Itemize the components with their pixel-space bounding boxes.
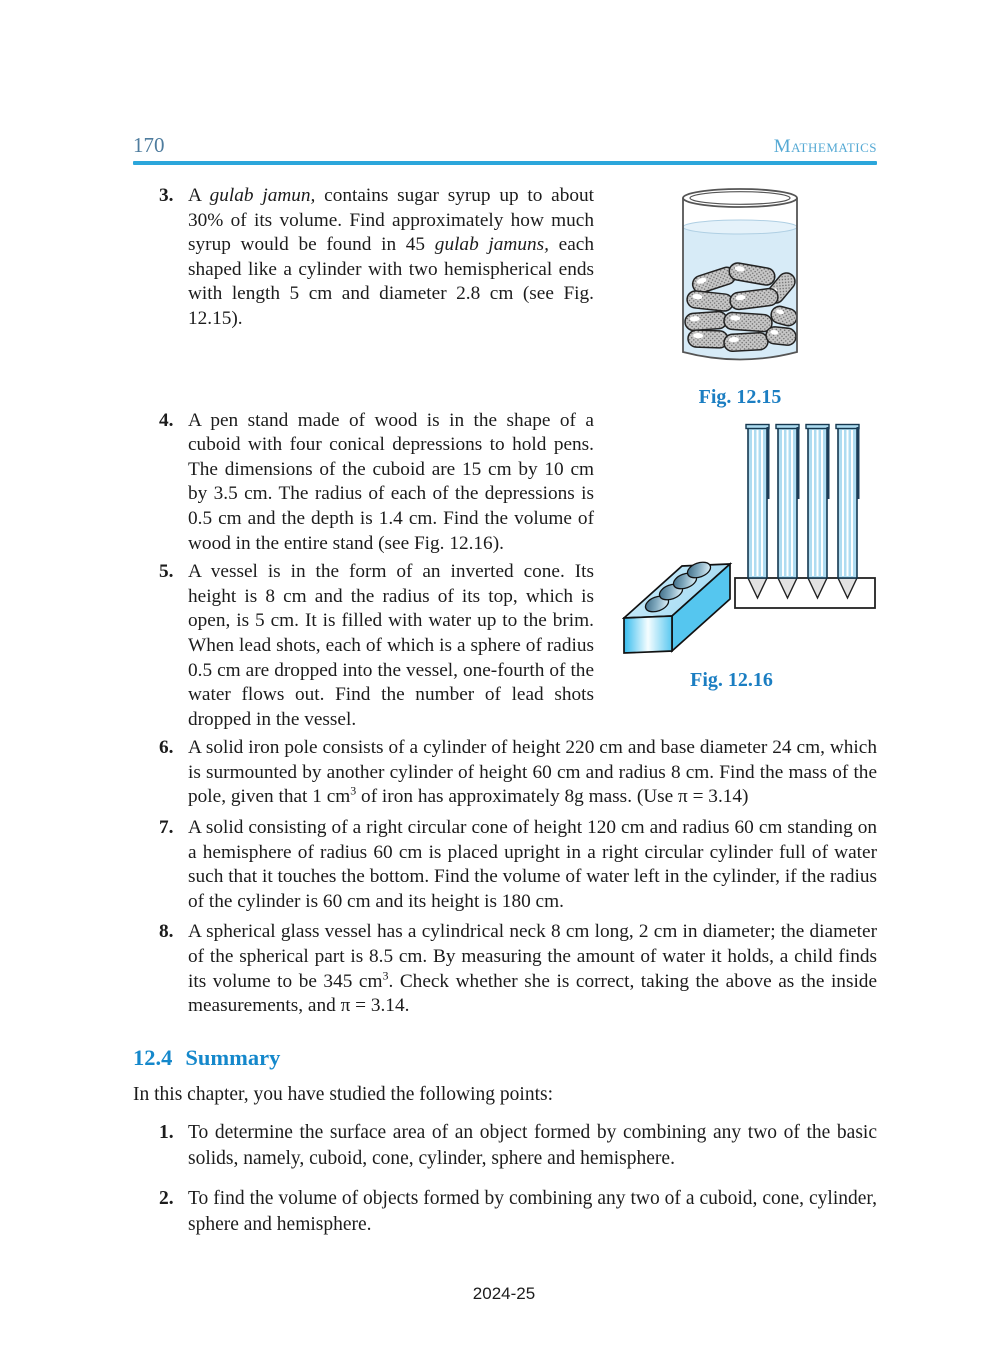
summary-point-number: 2. xyxy=(159,1187,174,1209)
section-number: 12.4 xyxy=(133,1044,173,1070)
problem-text-segment: contains sugar syrup up to about 30% of its volume. Find approximately how much syrup would be found in 45 xyxy=(188,185,594,256)
header-rule xyxy=(133,161,877,165)
problem-text: A pen stand made of wood is in the shape of a cuboid with four conical depressions to hold pens. The dimensions of the cuboid are 15 cm by 10 cm by 3.5 cm. The radius of each of the depressions is 0.5 cm and the depth is 1.4 cm. Find the volume of wood in the entire stand (see Fig. 12.16). xyxy=(188,409,594,554)
page-number: 170 xyxy=(133,133,165,157)
problem-text-segment: . Check whether she is correct, taking the above as the inside measurements, and π = 3.14. xyxy=(188,970,878,1017)
page-content xyxy=(133,184,877,1239)
summary-point-2 xyxy=(133,1186,877,1239)
problem-number: 6. xyxy=(159,737,174,759)
problem-text-segment: A solid iron pole consists of a cylinder of height 220 cm and base diameter 24 cm, which is surmounted by another cylinder of height 60 cm and radius 8 cm. Find the mass of the pole, given that 1 cm xyxy=(188,737,877,808)
problem-text-superscript: 3 xyxy=(350,784,357,799)
problem-text xyxy=(188,920,877,1018)
summary-point-text: To find the volume of objects formed by combining any two of a cuboid, cone, cylinder, sphere and hemisphere. xyxy=(188,1187,877,1236)
problem-number: 7. xyxy=(159,817,174,839)
problem-text-segment: each shaped like a cylinder with two hemispherical ends with length 5 cm and diameter 2.8 cm (see Fig. 12.15). xyxy=(188,234,594,329)
summary-point-number: 1. xyxy=(159,1121,174,1143)
summary-point-text: To determine the surface area of an object formed by combining any two of the basic solids, namely, cuboid, cone, cylinder, sphere and hemisphere. xyxy=(188,1121,877,1170)
footer-session-year: 2024-25 xyxy=(472,1284,536,1303)
problem-text-segment: A spherical glass vessel has a cylindrical neck 8 cm long, 2 cm in diameter; the diameter of the spherical part is 8.5 cm. By measuring the amount of water it holds, a child finds its volume to be 345 cm xyxy=(188,921,877,992)
problem-text-italic: gulab jamuns, xyxy=(434,234,549,256)
pen-icon xyxy=(836,425,860,599)
section-title: Summary xyxy=(185,1044,281,1070)
problem-7 xyxy=(133,816,877,914)
problem-number: 4. xyxy=(159,409,174,431)
exercise-problems xyxy=(133,184,877,1019)
cuboid-pen-stand xyxy=(624,559,730,653)
problem-text-italic: gulab jamun, xyxy=(209,185,316,206)
pens xyxy=(746,425,860,599)
problem-text-superscript: 3 xyxy=(382,968,389,983)
problem-6 xyxy=(133,736,877,810)
section-heading xyxy=(133,1045,877,1071)
summary-intro: In this chapter, you have studied the following points: xyxy=(133,1083,554,1105)
figure-12-16 xyxy=(622,420,877,692)
problem-number: 8. xyxy=(159,921,174,943)
problem-text xyxy=(188,736,877,810)
figure-12-15-caption: Fig. 12.15 xyxy=(698,386,782,408)
problem-text-segment: A xyxy=(188,185,210,206)
problem-number: 3. xyxy=(159,185,174,206)
pen-icon xyxy=(746,425,770,599)
pen-icon xyxy=(806,425,830,599)
gulab-jamun-capsules xyxy=(684,262,798,352)
problem-text: A solid consisting of a right circular cone of height 120 cm and radius 60 cm standing on a hemisphere of radius 60 cm is placed upright in a right circular cylinder full of water such that it touches the bottom. Find the volume of water left in the cylinder, if the radius of the cylinder is 60 cm and its height is 180 cm. xyxy=(188,817,877,912)
pen-icon xyxy=(776,425,800,599)
summary-point-1 xyxy=(133,1120,877,1173)
figure-12-16-caption: Fig. 12.16 xyxy=(690,669,773,691)
problem-text xyxy=(188,184,594,332)
problem-8 xyxy=(133,920,877,1018)
problem-text: A vessel is in the form of an inverted cone. Its height is 8 cm and the radius of its top, which is open, is 5 cm. It is filled with water up to the brim. When lead shots, each of which is a sphere of radius 0.5 cm are dropped into the vessel, one-fourth of the water flows out. Find the number of lead shots dropped in the vessel. xyxy=(188,561,594,730)
page-header xyxy=(133,133,877,165)
problem-text-segment: of iron has approximately 8g mass. (Use π = 3.14) xyxy=(356,786,749,808)
figure-12-15 xyxy=(678,186,802,409)
pen-stand-and-pens-illustration xyxy=(622,420,877,660)
problem-number: 5. xyxy=(159,561,174,583)
glass-with-gulab-jamuns-illustration xyxy=(678,186,802,368)
running-title: Mathematics xyxy=(773,136,877,157)
